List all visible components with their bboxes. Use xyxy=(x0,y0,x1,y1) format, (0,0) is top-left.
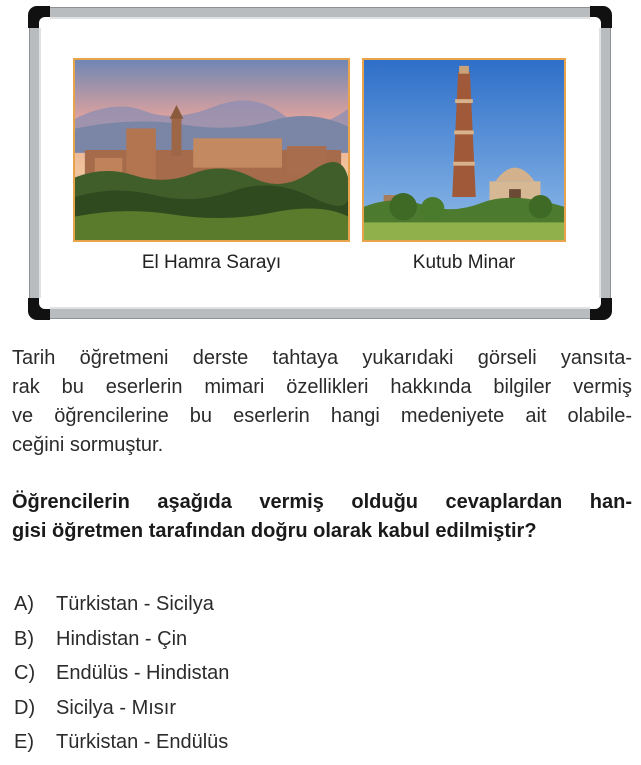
stem-line: ve öğrencilerine bu eserlerin hangi medeniyete ait olabile- xyxy=(12,405,632,427)
option-text: Türkistan - Endülüs xyxy=(56,731,229,753)
option-e[interactable] xyxy=(14,727,614,762)
board-corner xyxy=(28,298,50,320)
option-text: Endülüs - Hindistan xyxy=(56,662,230,684)
option-text: Türkistan - Sicilya xyxy=(56,593,214,615)
alhambra-photo xyxy=(73,58,350,242)
board-corner xyxy=(590,298,612,320)
option-text: Sicilya - Mısır xyxy=(56,696,176,719)
question-stem xyxy=(12,344,632,460)
prompt-line: Öğrencilerin aşağıda vermiş olduğu cevaplardan han- xyxy=(12,491,632,513)
prompt-line: gisi öğretmen tarafından doğru olarak kabul edilmiştir? xyxy=(12,520,537,542)
option-a[interactable] xyxy=(14,589,614,624)
option-letter: C) xyxy=(14,662,36,684)
option-text: Hindistan - Çin xyxy=(56,627,188,650)
option-b[interactable] xyxy=(14,624,614,659)
image-caption: Kutub Minar xyxy=(412,252,516,273)
option-letter: E) xyxy=(14,731,34,753)
board-corner xyxy=(590,6,612,28)
stem-line: Tarih öğretmeni derste tahtaya yukarıdaki görseli yansıta- xyxy=(12,347,632,369)
option-d[interactable] xyxy=(14,693,614,728)
qutub-minar-photo xyxy=(362,58,566,242)
answer-options xyxy=(14,589,614,762)
image-caption: El Hamra Sarayı xyxy=(141,252,282,273)
option-letter: A) xyxy=(14,593,34,615)
stem-line: ceğini sormuştur. xyxy=(12,434,164,456)
stem-line: rak bu eserlerin mimari özellikleri hakkında bilgiler vermiş xyxy=(12,376,632,398)
board-corner xyxy=(28,6,50,28)
option-letter: D) xyxy=(14,696,36,719)
whiteboard xyxy=(30,8,610,318)
option-letter: B) xyxy=(14,627,34,650)
question-prompt xyxy=(12,488,632,546)
option-c[interactable] xyxy=(14,658,614,693)
